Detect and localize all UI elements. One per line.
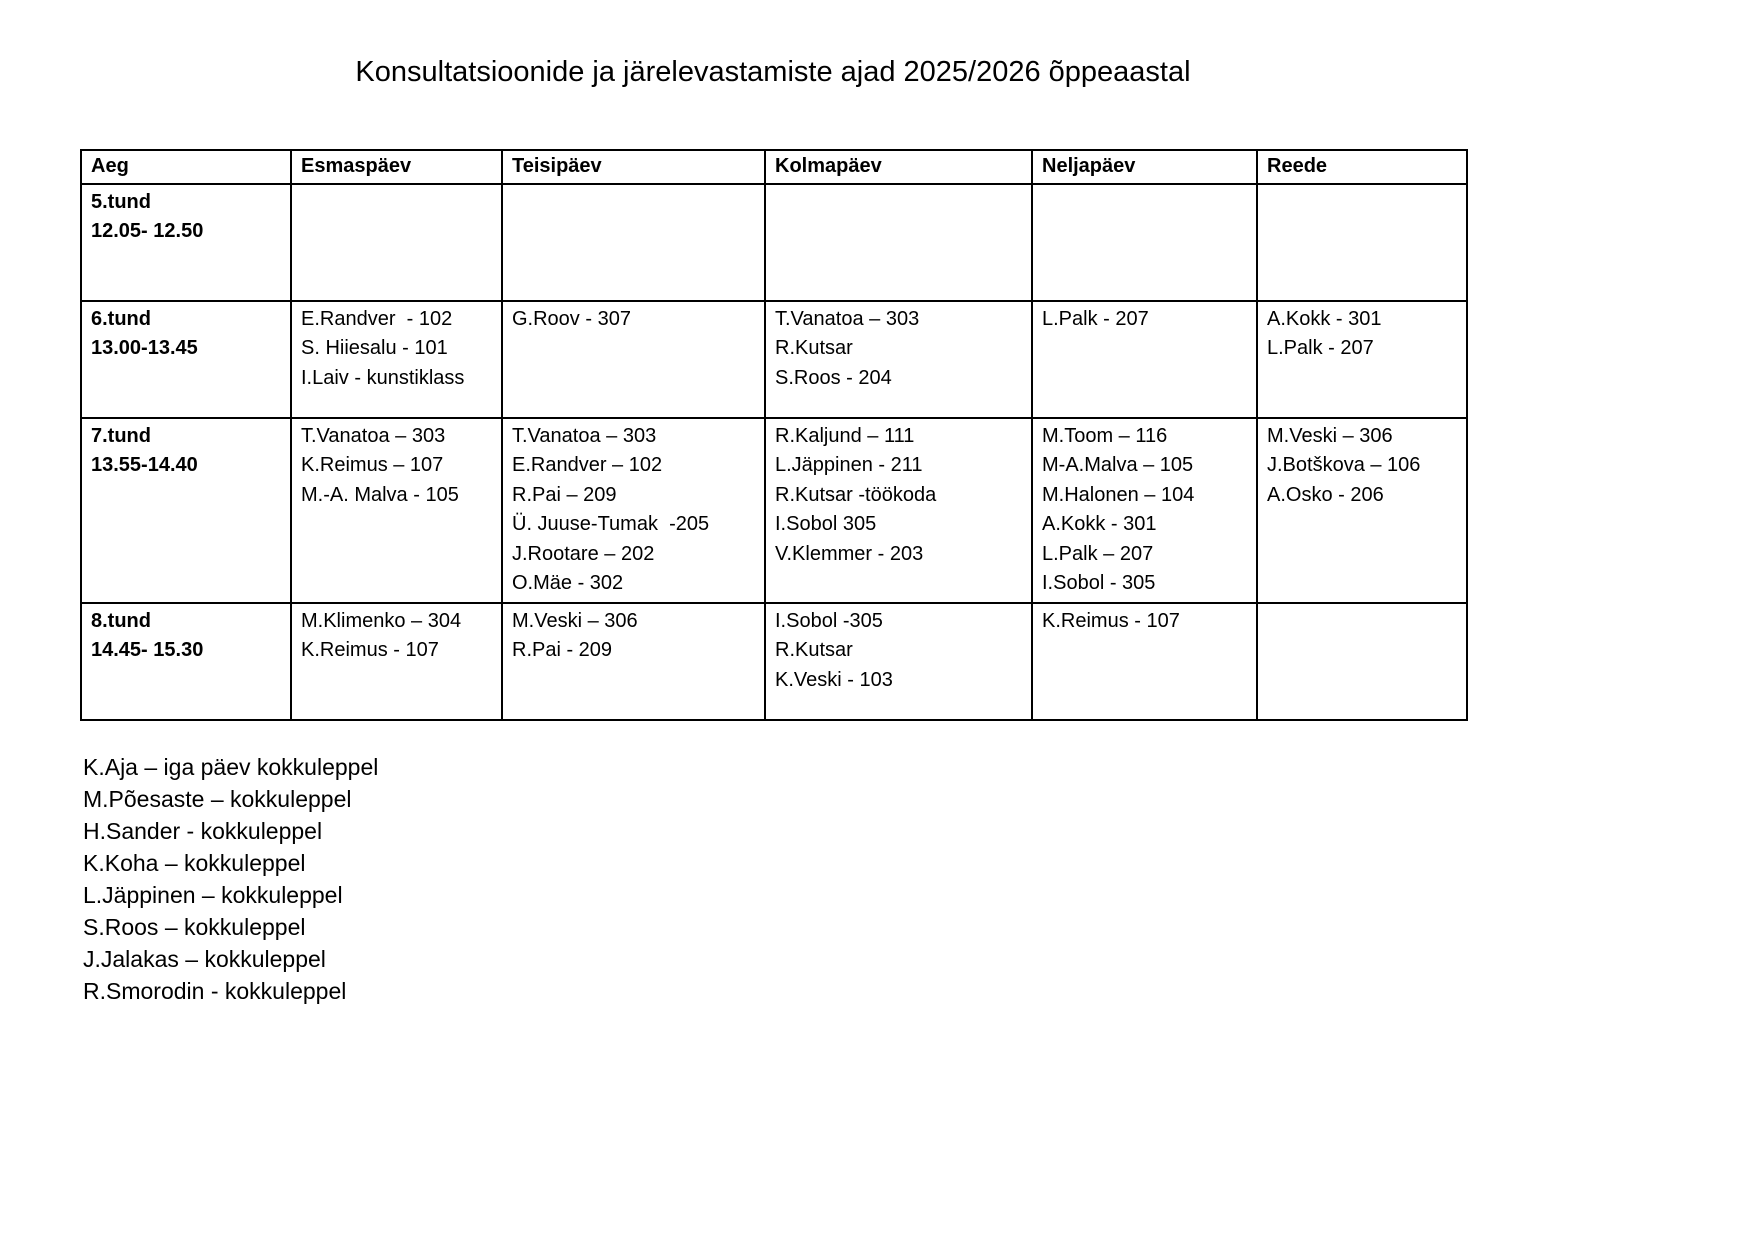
notes-list [83,751,1755,1007]
schedule-cell [765,418,1032,603]
schedule-cell [1032,184,1257,301]
schedule-table [80,149,1468,721]
table-row [81,418,1467,603]
schedule-entry: I.Sobol - 305 [1042,572,1156,594]
schedule-entry: G.Roov - 307 [512,307,631,330]
note-line: K.Koha – kokkuleppel [83,849,306,876]
schedule-entry: I.Sobol -305 [775,609,883,632]
schedule-entry: R.Pai - 209 [512,639,613,661]
schedule-cell [502,418,765,603]
schedule-cell [502,184,765,301]
schedule-cell [502,603,765,720]
time-cell [81,418,291,603]
column-header: Esmaspäev [291,150,502,184]
schedule-entry: M.Klimenko – 304 [301,609,462,632]
schedule-entry: E.Randver – 102 [512,454,663,476]
schedule-cell [765,184,1032,301]
schedule-entry: I.Laiv - kunstiklass [301,366,465,389]
note-line: M.Põesaste – kokkuleppel [83,785,352,812]
schedule-entry: K.Reimus - 107 [1042,609,1180,632]
schedule-entry: M.Veski – 306 [1267,424,1393,447]
column-header: Reede [1257,150,1467,184]
time-line: 6.tund [91,307,151,330]
schedule-cell [1257,301,1467,418]
time-cell [81,301,291,418]
schedule-entry: M.Veski – 306 [512,609,638,632]
schedule-cell [1032,301,1257,418]
time-line: 12.05- 12.50 [91,220,204,242]
schedule-entry: R.Kaljund – 111 [775,424,915,447]
schedule-entry: K.Reimus - 107 [301,639,439,661]
schedule-entry: J.Rootare – 202 [512,542,655,565]
schedule-entry: M.-A. Malva - 105 [301,483,459,506]
schedule-entry: K.Veski - 103 [775,668,893,691]
schedule-entry: R.Kutsar [775,337,853,359]
schedule-entry: A.Kokk - 301 [1267,307,1382,330]
schedule-cell [291,418,502,603]
note-line: R.Smorodin - kokkuleppel [83,977,347,1004]
schedule-entry: R.Kutsar -töökoda [775,483,937,506]
table-row [81,301,1467,418]
schedule-cell [1257,184,1467,301]
time-line: 13.00-13.45 [91,337,198,359]
schedule-entry: Ü. Juuse-Tumak -205 [512,513,710,535]
schedule-cell [1032,603,1257,720]
schedule-entry: I.Sobol 305 [775,513,877,535]
schedule-entry: J.Botškova – 106 [1267,454,1421,476]
schedule-cell [765,301,1032,418]
schedule-entry: A.Osko - 206 [1267,483,1384,506]
column-header: Kolmapäev [765,150,1032,184]
schedule-entry: M.Toom – 116 [1042,424,1168,447]
table-header-row [81,150,1467,184]
schedule-entry: L.Jäppinen - 211 [775,454,923,476]
schedule-entry: L.Palk – 207 [1042,542,1154,565]
schedule-cell [291,301,502,418]
schedule-entry: O.Mäe - 302 [512,572,624,594]
page-title: Konsultatsioonide ja järelevastamiste ajad 2025/2026 õppeaastal [355,56,1191,88]
column-header: Aeg [81,150,291,184]
time-cell [81,184,291,301]
note-line: S.Roos – kokkuleppel [83,913,306,940]
schedule-entry: R.Pai – 209 [512,483,617,506]
schedule-entry: V.Klemmer - 203 [775,542,924,565]
time-line: 13.55-14.40 [91,454,198,476]
note-line: H.Sander - kokkuleppel [83,817,323,844]
schedule-entry: A.Kokk - 301 [1042,513,1157,535]
schedule-entry: K.Reimus – 107 [301,454,444,476]
schedule-cell [291,184,502,301]
schedule-cell [765,603,1032,720]
schedule-entry: T.Vanatoa – 303 [775,307,920,330]
schedule-cell [1257,603,1467,720]
time-line: 8.tund [91,609,151,632]
schedule-entry: E.Randver - 102 [301,307,453,330]
time-line: 7.tund [91,424,151,447]
note-line: K.Aja – iga päev kokkuleppel [83,753,379,780]
schedule-entry: T.Vanatoa – 303 [301,424,446,447]
schedule-entry: S. Hiiesalu - 101 [301,337,448,359]
time-line: 5.tund [91,190,151,213]
table-row [81,184,1467,301]
time-cell [81,603,291,720]
schedule-cell [502,301,765,418]
note-line: J.Jalakas – kokkuleppel [83,945,326,972]
note-line: L.Jäppinen – kokkuleppel [83,881,343,908]
schedule-cell [291,603,502,720]
schedule-entry: R.Kutsar [775,639,853,661]
column-header: Neljapäev [1032,150,1257,184]
schedule-cell [1257,418,1467,603]
table-row [81,603,1467,720]
time-line: 14.45- 15.30 [91,639,204,661]
schedule-entry: L.Palk - 207 [1267,337,1374,359]
schedule-entry: L.Palk - 207 [1042,307,1149,330]
schedule-cell [1032,418,1257,603]
schedule-entry: M.Halonen – 104 [1042,483,1195,506]
schedule-entry: T.Vanatoa – 303 [512,424,657,447]
schedule-entry: M-A.Malva – 105 [1042,454,1194,476]
column-header: Teisipäev [502,150,765,184]
schedule-entry: S.Roos - 204 [775,366,892,389]
